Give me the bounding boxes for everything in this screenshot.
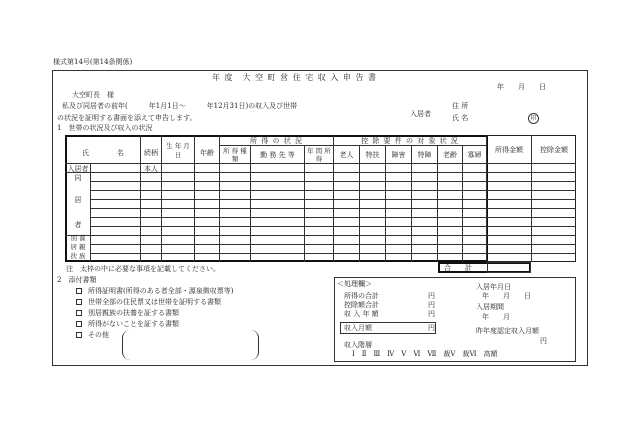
proc-deduction-total: 控除額合計 [344, 301, 379, 309]
proc-monthly-income: 収入月額 [344, 324, 372, 332]
row-cohabitant-2: 居 [74, 196, 82, 204]
header-special: 特扶 [365, 151, 380, 159]
proc-tenure: 入居期間 [476, 303, 504, 311]
header-old-spouse: 老齢 [443, 151, 457, 159]
table-header-divider [219, 145, 486, 146]
attachment-label-2: 世帯全部の住民票又は世帯を証明する書類 [88, 298, 221, 306]
proc-move-in-ymd[interactable]: 年 月 日 [482, 292, 531, 300]
proc-annual-income: 収 入 年 額 [344, 310, 379, 318]
row-cohabitant-1: 同 [74, 174, 82, 182]
checkbox-icon[interactable] [76, 332, 82, 338]
seal-text: 印 [530, 115, 537, 122]
form-code: 様式第14号(第14条関係) [53, 58, 133, 66]
row-resident-label: 入居者 [67, 165, 89, 173]
checkbox-icon[interactable] [76, 310, 82, 316]
header-income-type-text: 所 得 種 類 [223, 147, 247, 163]
processing-header: ＜処理欄＞ [337, 280, 372, 288]
proc-class-list[interactable]: Ⅰ Ⅱ Ⅲ Ⅳ Ⅴ Ⅵ Ⅶ 裁Ⅴ 裁Ⅵ 高額 [352, 350, 498, 358]
table-row-line [90, 253, 576, 254]
row-separate-1: 別 養 [70, 234, 86, 242]
attachment-item-3[interactable] [76, 310, 179, 317]
header-birth-text: 生 年 月 日 [166, 142, 190, 159]
header-income-group: 所 得 の 状 況 [250, 137, 303, 145]
table-note: 注 太枠の中に必要な事項を記載してください。 [66, 265, 220, 273]
proc-yen-1: 円 [428, 292, 435, 300]
checkbox-icon[interactable] [76, 321, 82, 327]
section-2-heading: 2 添付書類 [57, 276, 97, 284]
header-income-type [220, 147, 250, 163]
addressee: 大空町長 様 [72, 91, 114, 99]
attachment-item-4[interactable] [76, 321, 179, 328]
section-1-heading: 1 世帯の状況及び収入の状況 [57, 124, 153, 132]
row-separate-3: 扶 族 [70, 252, 86, 260]
table-label-divider [90, 163, 91, 262]
other-bracket-box[interactable] [122, 330, 259, 360]
proc-yen-5: 円 [540, 337, 547, 345]
attachment-item-1[interactable] [76, 288, 233, 295]
address-label: 住 所 [452, 102, 469, 110]
name-label: 氏 名 [452, 114, 469, 122]
header-name: 氏 名 [82, 149, 124, 157]
attachment-item-5[interactable] [76, 332, 109, 339]
checkbox-icon[interactable] [76, 299, 82, 305]
header-disabled: 障害 [391, 151, 406, 159]
header-annual [305, 147, 333, 163]
form-title: 年 度 大 空 町 営 住 宅 収 入 申 告 書 [212, 73, 377, 82]
row-cohabitant-3: 者 [74, 221, 82, 229]
checkbox-icon[interactable] [76, 288, 82, 294]
proc-income-class: 収入階層 [344, 341, 372, 349]
table-row-line [90, 199, 576, 200]
proc-move-in-date: 入居年月日 [476, 283, 511, 291]
row-separate-2: 居 親 [70, 243, 86, 251]
attachment-label-3: 別居親族の扶養を証する書類 [88, 309, 179, 317]
proc-income-total: 所得の合計 [344, 292, 379, 300]
attachment-label-5: その他 [88, 331, 109, 339]
submission-date[interactable]: 年 月 日 [497, 83, 546, 91]
header-income-total: 所得金額 [495, 146, 523, 154]
header-annual-text: 年 間 所 得 [307, 147, 331, 163]
table-row-line [90, 208, 576, 209]
attachment-label-1: 所得証明書(所得のある者全部・源泉徴収票等) [88, 287, 234, 295]
header-widow: 寡婦 [467, 151, 482, 159]
header-birth [162, 142, 194, 160]
resident-label: 入居者 [410, 110, 431, 118]
table-row-line [65, 235, 576, 236]
total-income-cell[interactable] [487, 262, 531, 273]
row-self-label: 本人 [144, 165, 158, 173]
table-row-line [90, 226, 576, 227]
attachment-label-4: 所得がないことを証する書類 [88, 320, 179, 328]
total-label: 合 計 [444, 264, 472, 272]
intro-line-1: 私及び同居者の前年( 年1月1日～ 年12月31日)の収入及び世帯 [62, 102, 298, 110]
seal-mark [528, 113, 539, 124]
proc-yen-4: 円 [428, 324, 435, 332]
proc-last-year-monthly: 昨年度認定収入月額 [476, 327, 539, 335]
proc-tenure-ym[interactable]: 年 月 [482, 313, 510, 321]
table-row-line [90, 217, 576, 218]
header-deduction-group: 控 除 要 件 の 対 象 状 況 [361, 137, 459, 145]
header-workplace: 勤 務 先 等 [260, 151, 295, 159]
proc-yen-2: 円 [428, 301, 435, 309]
header-special-disabled: 特障 [417, 151, 432, 159]
attachment-item-2[interactable] [76, 299, 221, 306]
table-row-line [90, 244, 576, 245]
header-elderly: 老人 [339, 151, 354, 159]
header-deduction-total: 控除金額 [540, 146, 568, 154]
table-row-line [90, 181, 576, 182]
table-header-bottom [65, 163, 576, 164]
header-age: 年齢 [200, 149, 214, 157]
table-row-line [90, 190, 576, 191]
header-relation: 続柄 [144, 149, 158, 157]
proc-yen-3: 円 [428, 310, 435, 318]
intro-line-2: の状況を証明する書面を添えて申告します。 [57, 114, 197, 122]
